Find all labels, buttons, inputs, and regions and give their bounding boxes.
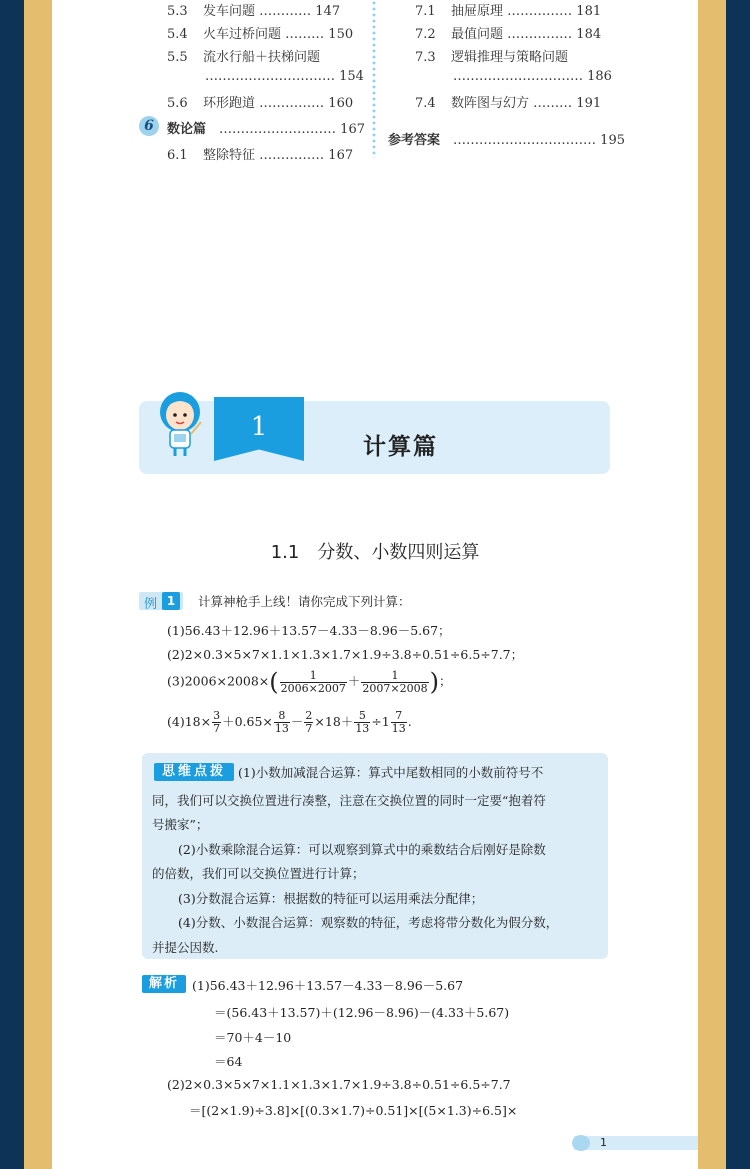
page-number: 1 bbox=[600, 1136, 607, 1149]
solution-line: ＝70＋4－10 bbox=[214, 1030, 292, 1045]
example-label: 例 bbox=[144, 597, 158, 612]
toc-page: 160 bbox=[328, 96, 354, 111]
question-4-suffix: . bbox=[407, 714, 412, 729]
toc-title: 发车问题 bbox=[203, 4, 256, 19]
toc-page: 147 bbox=[315, 4, 341, 19]
toc-title: 抽屉原理 bbox=[451, 4, 504, 19]
toc-entry-5-3[interactable] bbox=[167, 0, 340, 19]
page-footer-bar bbox=[574, 1136, 698, 1150]
toc-page: 184 bbox=[576, 27, 602, 42]
hint-line: (4)分数、小数混合运算：观察数的特征，考虑将带分数化为假分数， bbox=[178, 915, 559, 930]
numerator: 1 bbox=[361, 670, 428, 683]
denominator: 7 bbox=[213, 722, 221, 735]
hint-label: 思维点拨 bbox=[154, 763, 234, 781]
toc-number: 5.5 bbox=[167, 50, 188, 65]
toc-leader: …………… bbox=[507, 4, 573, 19]
toc-title: 流水行船＋扶梯问题 bbox=[203, 50, 321, 65]
toc-entry-7-3-cont[interactable] bbox=[453, 69, 612, 84]
fraction bbox=[280, 670, 347, 695]
fraction bbox=[274, 710, 290, 735]
solution-label: 解析 bbox=[142, 975, 186, 993]
toc-page: 167 bbox=[340, 122, 365, 137]
toc-title: 最值问题 bbox=[451, 27, 504, 42]
denominator: 2006×2007 bbox=[280, 681, 346, 695]
question-1: (1)56.43＋12.96＋13.57－4.33－8.96－5.67； bbox=[167, 623, 451, 638]
toc-entry-7-2[interactable] bbox=[415, 23, 601, 42]
toc-leader: …………… bbox=[259, 148, 325, 163]
operator: ＋ bbox=[347, 673, 361, 689]
hint-line: (3)分数混合运算：根据数的特征可以运用乘法分配律； bbox=[178, 891, 484, 906]
toc-number: 7.2 bbox=[415, 27, 436, 42]
toc-entry-7-3[interactable] bbox=[415, 46, 568, 65]
toc-leader: ………………………… bbox=[205, 69, 335, 84]
toc-number: 6.1 bbox=[167, 148, 188, 163]
toc-title: 数阵图与幻方 bbox=[451, 96, 530, 111]
toc-page: 191 bbox=[576, 96, 602, 111]
toc-page: 186 bbox=[587, 69, 612, 84]
chapter-title: 计算篇 bbox=[363, 434, 438, 460]
expression-part: ÷1 bbox=[371, 714, 390, 729]
right-paren: ) bbox=[429, 668, 439, 696]
expression-part: ×18＋ bbox=[314, 714, 354, 729]
numerator: 1 bbox=[280, 670, 347, 683]
toc-number: 7.4 bbox=[415, 96, 436, 111]
toc-page: 167 bbox=[328, 148, 354, 163]
toc-entry-5-5[interactable] bbox=[167, 46, 320, 65]
denominator: 7 bbox=[305, 722, 313, 735]
toc-leader: ………… bbox=[259, 4, 312, 19]
solution-line: ＝[(2×1.9)÷3.8]×[(0.3×1.7)÷0.51]×[(5×1.3)÷6.5]× bbox=[189, 1103, 518, 1118]
denominator: 13 bbox=[355, 722, 370, 735]
toc-page: 181 bbox=[576, 4, 602, 19]
example-number: 1 bbox=[162, 592, 180, 610]
toc-leader: …………… bbox=[507, 27, 573, 42]
cartoon-girl-icon bbox=[155, 390, 205, 458]
solution-line: ＝64 bbox=[214, 1054, 243, 1069]
question-3-suffix: ； bbox=[438, 673, 452, 689]
denominator: 13 bbox=[391, 722, 406, 735]
left-paren: ( bbox=[269, 668, 279, 696]
section-title: 1.1 分数、小数四则运算 bbox=[270, 542, 480, 563]
toc-number: 5.3 bbox=[167, 4, 188, 19]
toc-leader: …………… bbox=[259, 96, 325, 111]
toc-title: 参考答案 bbox=[388, 133, 441, 148]
toc-entry-6-1[interactable] bbox=[167, 144, 353, 163]
hint-line: 号搬家”； bbox=[152, 817, 209, 832]
chapter-number: 1 bbox=[250, 412, 268, 442]
solution-line: (2)2×0.3×5×7×1.1×1.3×1.7×1.9÷3.8÷0.51÷6.5÷7.7 bbox=[167, 1077, 511, 1092]
toc-entry-7-1[interactable] bbox=[415, 0, 601, 19]
toc-leader: ……… bbox=[533, 96, 573, 111]
question-2: (2)2×0.3×5×7×1.1×1.3×1.7×1.9÷3.8÷0.51÷6.5÷7.7； bbox=[167, 647, 524, 662]
expression-part: － bbox=[290, 714, 304, 729]
fraction bbox=[354, 710, 370, 735]
toc-entry-answers[interactable] bbox=[388, 129, 625, 148]
toc-leader: ……… bbox=[285, 27, 325, 42]
fraction bbox=[212, 710, 221, 735]
hint-line: 的倍数，我们可以交换位置进行计算； bbox=[152, 866, 365, 881]
example-prompt: 计算神枪手上线！请你完成下列计算： bbox=[198, 594, 411, 609]
hint-line: (2)小数乘除混合运算：可以观察到算式中的乘数结合后刚好是除数 bbox=[178, 842, 546, 857]
toc-page: 150 bbox=[328, 27, 354, 42]
toc-title: 数论篇 bbox=[167, 122, 207, 137]
toc-page: 195 bbox=[600, 133, 625, 148]
denominator: 13 bbox=[274, 722, 289, 735]
toc-entry-7-4[interactable] bbox=[415, 92, 601, 111]
toc-column-divider bbox=[372, 0, 376, 158]
toc-leader: …………………………… bbox=[453, 133, 597, 148]
solution-line: ＝(56.43＋13.57)＋(12.96－8.96)－(4.33＋5.67) bbox=[214, 1005, 510, 1020]
toc-number: 7.1 bbox=[415, 4, 436, 19]
toc-page: 154 bbox=[339, 69, 364, 84]
numerator: 5 bbox=[354, 710, 370, 723]
toc-entry-5-6[interactable] bbox=[167, 92, 353, 111]
fraction bbox=[304, 710, 313, 735]
toc-number: 5.4 bbox=[167, 27, 188, 42]
footer-arrow-icon bbox=[572, 1135, 590, 1151]
toc-number: 7.3 bbox=[415, 50, 436, 65]
toc-title: 环形跑道 bbox=[203, 96, 256, 111]
denominator: 2007×2008 bbox=[362, 681, 428, 695]
toc-leader: ……………………… bbox=[219, 122, 337, 137]
hint-line: 同，我们可以交换位置进行凑整，注意在交换位置的同时一定要“抱着符 bbox=[152, 793, 546, 808]
numerator: 7 bbox=[391, 710, 407, 723]
toc-title: 整除特征 bbox=[203, 148, 256, 163]
part-number-icon: 6 bbox=[139, 116, 159, 136]
toc-entry-5-4[interactable] bbox=[167, 23, 353, 42]
toc-title: 火车过桥问题 bbox=[203, 27, 282, 42]
question-4-prefix: (4)18× bbox=[167, 714, 212, 729]
toc-entry-5-5-cont[interactable] bbox=[205, 69, 364, 84]
numerator: 8 bbox=[274, 710, 290, 723]
fraction bbox=[391, 710, 407, 735]
toc-leader: ………………………… bbox=[453, 69, 583, 84]
fraction bbox=[361, 670, 428, 695]
toc-number: 5.6 bbox=[167, 96, 188, 111]
toc-entry-part-6[interactable] bbox=[167, 118, 365, 137]
question-3-prefix: (3)2006×2008× bbox=[167, 673, 270, 689]
hint-line: 并提公因数. bbox=[152, 940, 219, 955]
numerator: 2 bbox=[305, 709, 313, 722]
solution-line: (1)56.43＋12.96＋13.57－4.33－8.96－5.67 bbox=[192, 978, 464, 993]
question-3 bbox=[167, 668, 452, 696]
numerator: 3 bbox=[213, 709, 221, 722]
question-4 bbox=[167, 710, 412, 735]
expression-part: ＋0.65× bbox=[222, 714, 273, 729]
hint-line: (1)小数加减混合运算：算式中尾数相同的小数前符号不 bbox=[238, 765, 544, 780]
toc-title: 逻辑推理与策略问题 bbox=[451, 50, 569, 65]
